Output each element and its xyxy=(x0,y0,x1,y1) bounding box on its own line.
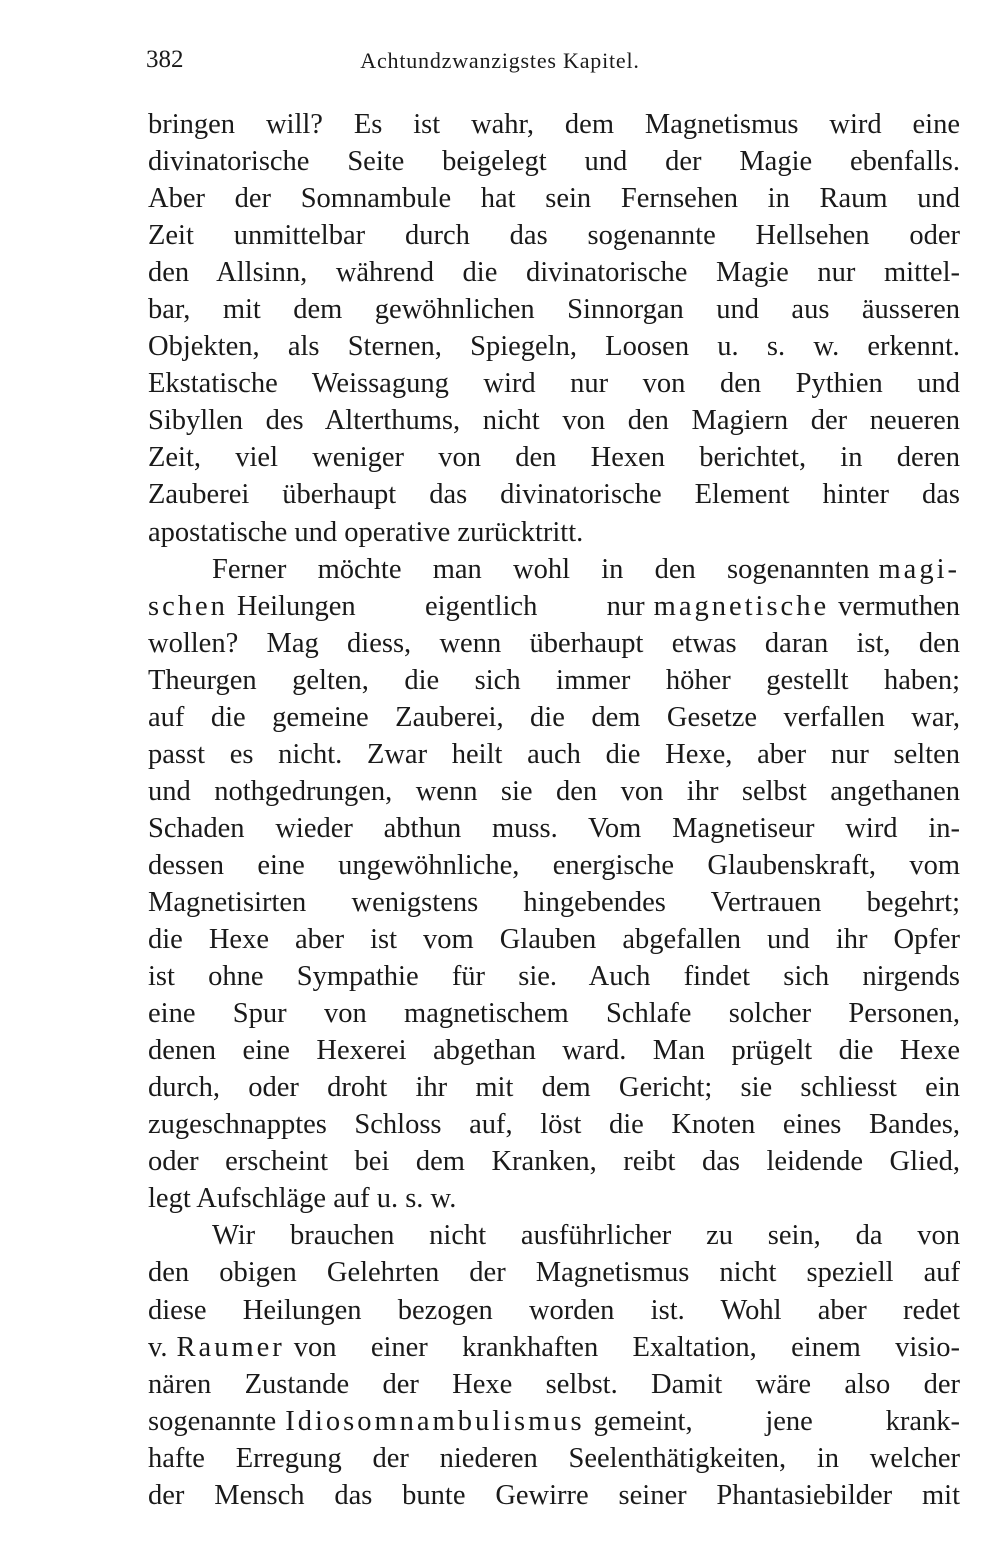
text-run: Ferner möchte man wohl in den sogenannten xyxy=(212,553,870,585)
text-line xyxy=(148,551,960,588)
text-run: Heilungen eigentlich nur xyxy=(236,590,645,622)
paragraph-1 xyxy=(148,106,960,551)
text-line: Zauberei überhaupt das divinatorische Element hinter das xyxy=(148,479,960,511)
text-line: eine Spur von magnetischem Schlafe solcher Personen, xyxy=(148,998,960,1030)
text-line: legt Aufschläge auf u. s. w. xyxy=(148,1183,457,1215)
text-line: und nothgedrungen, wenn sie den von ihr selbst angethanen xyxy=(148,775,960,807)
text-line: Magnetisirten wenigstens hingebendes Vertrauen begehrt; xyxy=(148,886,960,918)
text-line: hafte Erregung der niederen Seelenthätigkeiten, in welcher xyxy=(148,1442,960,1474)
text-line: Objekten, als Sternen, Spiegeln, Loosen u. s. w. erkennt. xyxy=(148,331,960,363)
text-line: bringen will? Es ist wahr, dem Magnetismus wird eine xyxy=(148,109,960,140)
text-line: ist ohne Sympathie für sie. Auch findet sich nirgends xyxy=(148,961,960,993)
text-line: Wir brauchen nicht ausführlicher zu sein, da von xyxy=(212,1220,960,1252)
text-line: Ekstatische Weissagung wird nur von den Pythien und xyxy=(148,368,960,400)
text-line: der Mensch das bunte Gewirre seiner Phantasiebilder mit xyxy=(148,1479,960,1511)
spaced-emphasis: Raumer xyxy=(176,1331,285,1363)
paragraph-2 xyxy=(148,551,960,1218)
text-line: Aber der Somnambule hat sein Fernsehen in Raum und xyxy=(148,183,960,215)
text-line: den obigen Gelehrten der Magnetismus nicht speziell auf xyxy=(148,1257,960,1289)
spaced-emphasis: Idiosomnambulismus xyxy=(285,1405,585,1437)
text-line: den Allsinn, während die divinatorische Magie nur mittel- xyxy=(148,257,960,289)
text-line: auf die gemeine Zauberei, die dem Gesetze verfallen war, xyxy=(148,701,960,733)
text-line: divinatorische Seite beigelegt und der Magie ebenfalls. xyxy=(148,146,960,178)
text-line: Theurgen gelten, die sich immer höher gestellt haben; xyxy=(148,664,960,696)
text-line: Schaden wieder abthun muss. Vom Magnetiseur wird in- xyxy=(148,812,960,844)
body-text xyxy=(148,106,960,1514)
text-line: wollen? Mag diess, wenn überhaupt etwas daran ist, den xyxy=(148,627,960,659)
text-run: vermuthen xyxy=(838,590,960,622)
text-line: Zeit, viel weniger von den Hexen berichtet, in deren xyxy=(148,442,960,474)
spaced-emphasis: schen xyxy=(148,590,228,622)
spaced-emphasis: magnetische xyxy=(653,590,830,622)
text-line: bar, mit dem gewöhnlichen Sinnorgan und aus äusseren xyxy=(148,294,960,326)
paragraph-3 xyxy=(148,1217,960,1513)
page-number: 382 xyxy=(146,46,184,73)
text-line xyxy=(148,588,960,625)
text-line xyxy=(148,1403,960,1440)
text-run: von einer krankhaften Exaltation, einem visio- xyxy=(293,1331,960,1363)
text-line: Sibyllen des Alterthums, nicht von den Magiern der neueren xyxy=(148,405,960,437)
page-header xyxy=(0,46,1000,76)
spaced-emphasis: magi- xyxy=(878,553,960,585)
text-line: passt es nicht. Zwar heilt auch die Hexe, aber nur selten xyxy=(148,738,960,770)
text-line: denen eine Hexerei abgethan ward. Man prügelt die Hexe xyxy=(148,1035,960,1067)
text-line: nären Zustande der Hexe selbst. Damit wäre also der xyxy=(148,1368,960,1400)
text-line: dessen eine ungewöhnliche, energische Glaubenskraft, vom xyxy=(148,849,960,881)
text-line: apostatische und operative zurücktritt. xyxy=(148,516,584,548)
text-line: diese Heilungen bezogen worden ist. Wohl aber redet xyxy=(148,1294,960,1326)
text-line: die Hexe aber ist vom Glauben abgefallen und ihr Opfer xyxy=(148,924,960,956)
running-title: Achtundzwanzigstes Kapitel. xyxy=(360,48,640,73)
text-line: zugeschnapptes Schloss auf, löst die Knoten eines Bandes, xyxy=(148,1109,960,1141)
text-line xyxy=(148,1329,960,1366)
text-line: durch, oder droht ihr mit dem Gericht; sie schliesst ein xyxy=(148,1072,960,1104)
text-run: sogenannte xyxy=(148,1405,277,1437)
text-line: Zeit unmittelbar durch das sogenannte Hellsehen oder xyxy=(148,220,960,252)
text-run: gemeint, jene krank- xyxy=(593,1405,960,1437)
text-line: oder erscheint bei dem Kranken, reibt das leidende Glied, xyxy=(148,1146,960,1178)
text-run: v. xyxy=(148,1331,168,1363)
